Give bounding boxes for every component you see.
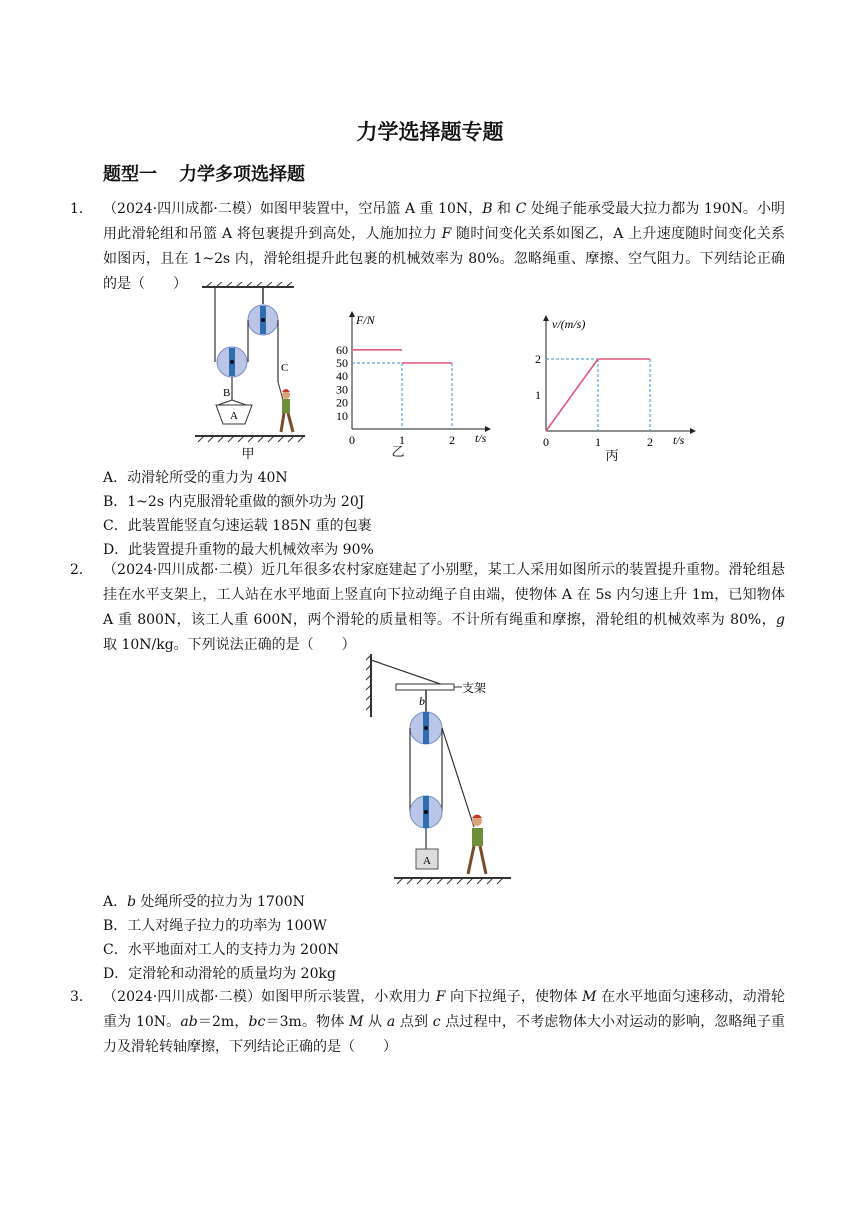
option-b[interactable]: B．工人对绳子拉力的功率为 100W: [103, 918, 327, 934]
option-c[interactable]: C．水平地面对工人的支持力为 200N: [103, 942, 340, 958]
fig-label-yi: 乙: [391, 444, 405, 459]
page-title: 力学选择题专题: [356, 120, 504, 144]
x-tick-label: 1: [595, 435, 601, 449]
x-tick-label: 0: [543, 435, 549, 449]
section-heading: [103, 160, 327, 186]
label-C: C: [281, 362, 289, 374]
section-label: 题型一: [103, 164, 157, 185]
question-number: 1．: [70, 201, 93, 217]
option-a[interactable]: A．b 处绳所受的拉力为 1700N: [103, 894, 305, 910]
question-2-options: [103, 890, 339, 986]
x-tick-label: 2: [449, 433, 455, 447]
option-c[interactable]: C．此装置能竖直匀速运载 185N 重的包裹: [103, 518, 372, 534]
fig-label-bing: 丙: [605, 448, 619, 463]
question-1: [70, 197, 785, 297]
label-block-A: A: [423, 855, 431, 867]
y-tick-label: 60: [336, 342, 348, 357]
question-stem: （2024·四川成都·二模）如图甲所示装置，小欢用力 F 向下拉绳子，使物体 M 在水平地面匀速移动，动滑轮重为 10N。ab＝2m，bc＝3m。物体 M 从 a 点到 c 点过程中，不考虑物体大小对运动的影响，忽略绳子重力及滑轮转轴摩擦，下列结论正确的是（ ）: [103, 989, 786, 1055]
y-axis-label: v/(m/s): [552, 317, 586, 331]
label-B: B: [223, 387, 231, 399]
label-bracket: 支架: [462, 681, 487, 695]
question-2: [70, 558, 785, 658]
figure-q2-pulley: [366, 652, 516, 887]
question-stem: （2024·四川成都·二模）近几年很多农村家庭建起了小别墅，某工人采用如图所示的装置提升重物。滑轮组悬挂在水平支架上，工人站在水平地面上竖直向下拉动绳子自由端，使物体 A 在 5s 内匀速上升 1m，已知物体 A 重 800N，该工人重 600N，两个滑轮的质量相等。不计所有绳重和摩擦，滑轮组的机械效率为 80%，g 取 10N/kg。下列说法正确的是（ ）: [103, 562, 785, 653]
x-tick-label: 2: [647, 435, 653, 449]
series-segment: [546, 359, 598, 431]
y-axis-label: F/N: [356, 313, 375, 327]
figure-jia-pulley: [190, 282, 310, 460]
chart-yi: [325, 308, 500, 460]
fig-label-jia: 甲: [241, 446, 255, 460]
option-d[interactable]: D．此装置提升重物的最大机械效率为 90%: [103, 542, 374, 558]
y-tick-label: 1: [535, 388, 541, 402]
section-name: 力学多项选择题: [179, 164, 305, 185]
y-tick-label: 40: [336, 369, 348, 384]
x-tick-label: 1: [399, 433, 405, 447]
y-tick-label: 2: [535, 352, 541, 366]
y-tick-label: 30: [336, 382, 348, 397]
label-b: b: [419, 694, 425, 708]
question-number: 2．: [70, 562, 93, 578]
x-axis-label: t/s: [475, 431, 487, 445]
y-tick-label: 50: [336, 356, 348, 370]
x-axis-label: t/s: [673, 433, 685, 447]
y-tick-label: 10: [336, 408, 348, 423]
x-tick-label: 0: [349, 433, 355, 447]
question-number: 3．: [70, 989, 93, 1005]
question-stem: （2024·四川成都·二模）如图甲装置中，空吊篮 A 重 10N，B 和 C 处绳子能承受最大拉力都为 190N。小明用此滑轮组和吊篮 A 将包裹提升到高处，人施加拉力 F 随时间变化关系如图乙，A 上升速度随时间变化关系如图丙，且在 1~2s 内，滑轮组提升此包裹的机械效率为 80%。忽略绳重、摩擦、空气阻力。下列结论正确的是（ ）: [103, 201, 785, 292]
question-1-options: [103, 466, 374, 562]
y-tick-label: 20: [336, 395, 348, 410]
option-d[interactable]: D．定滑轮和动滑轮的质量均为 20kg: [103, 966, 336, 982]
chart-bing: [530, 312, 705, 464]
option-b[interactable]: B．1~2s 内克服滑轮重做的额外功为 20J: [103, 494, 365, 510]
question-3: [70, 985, 785, 1060]
label-basket-A: A: [230, 410, 238, 422]
option-a[interactable]: A．动滑轮所受的重力为 40N: [103, 470, 288, 486]
